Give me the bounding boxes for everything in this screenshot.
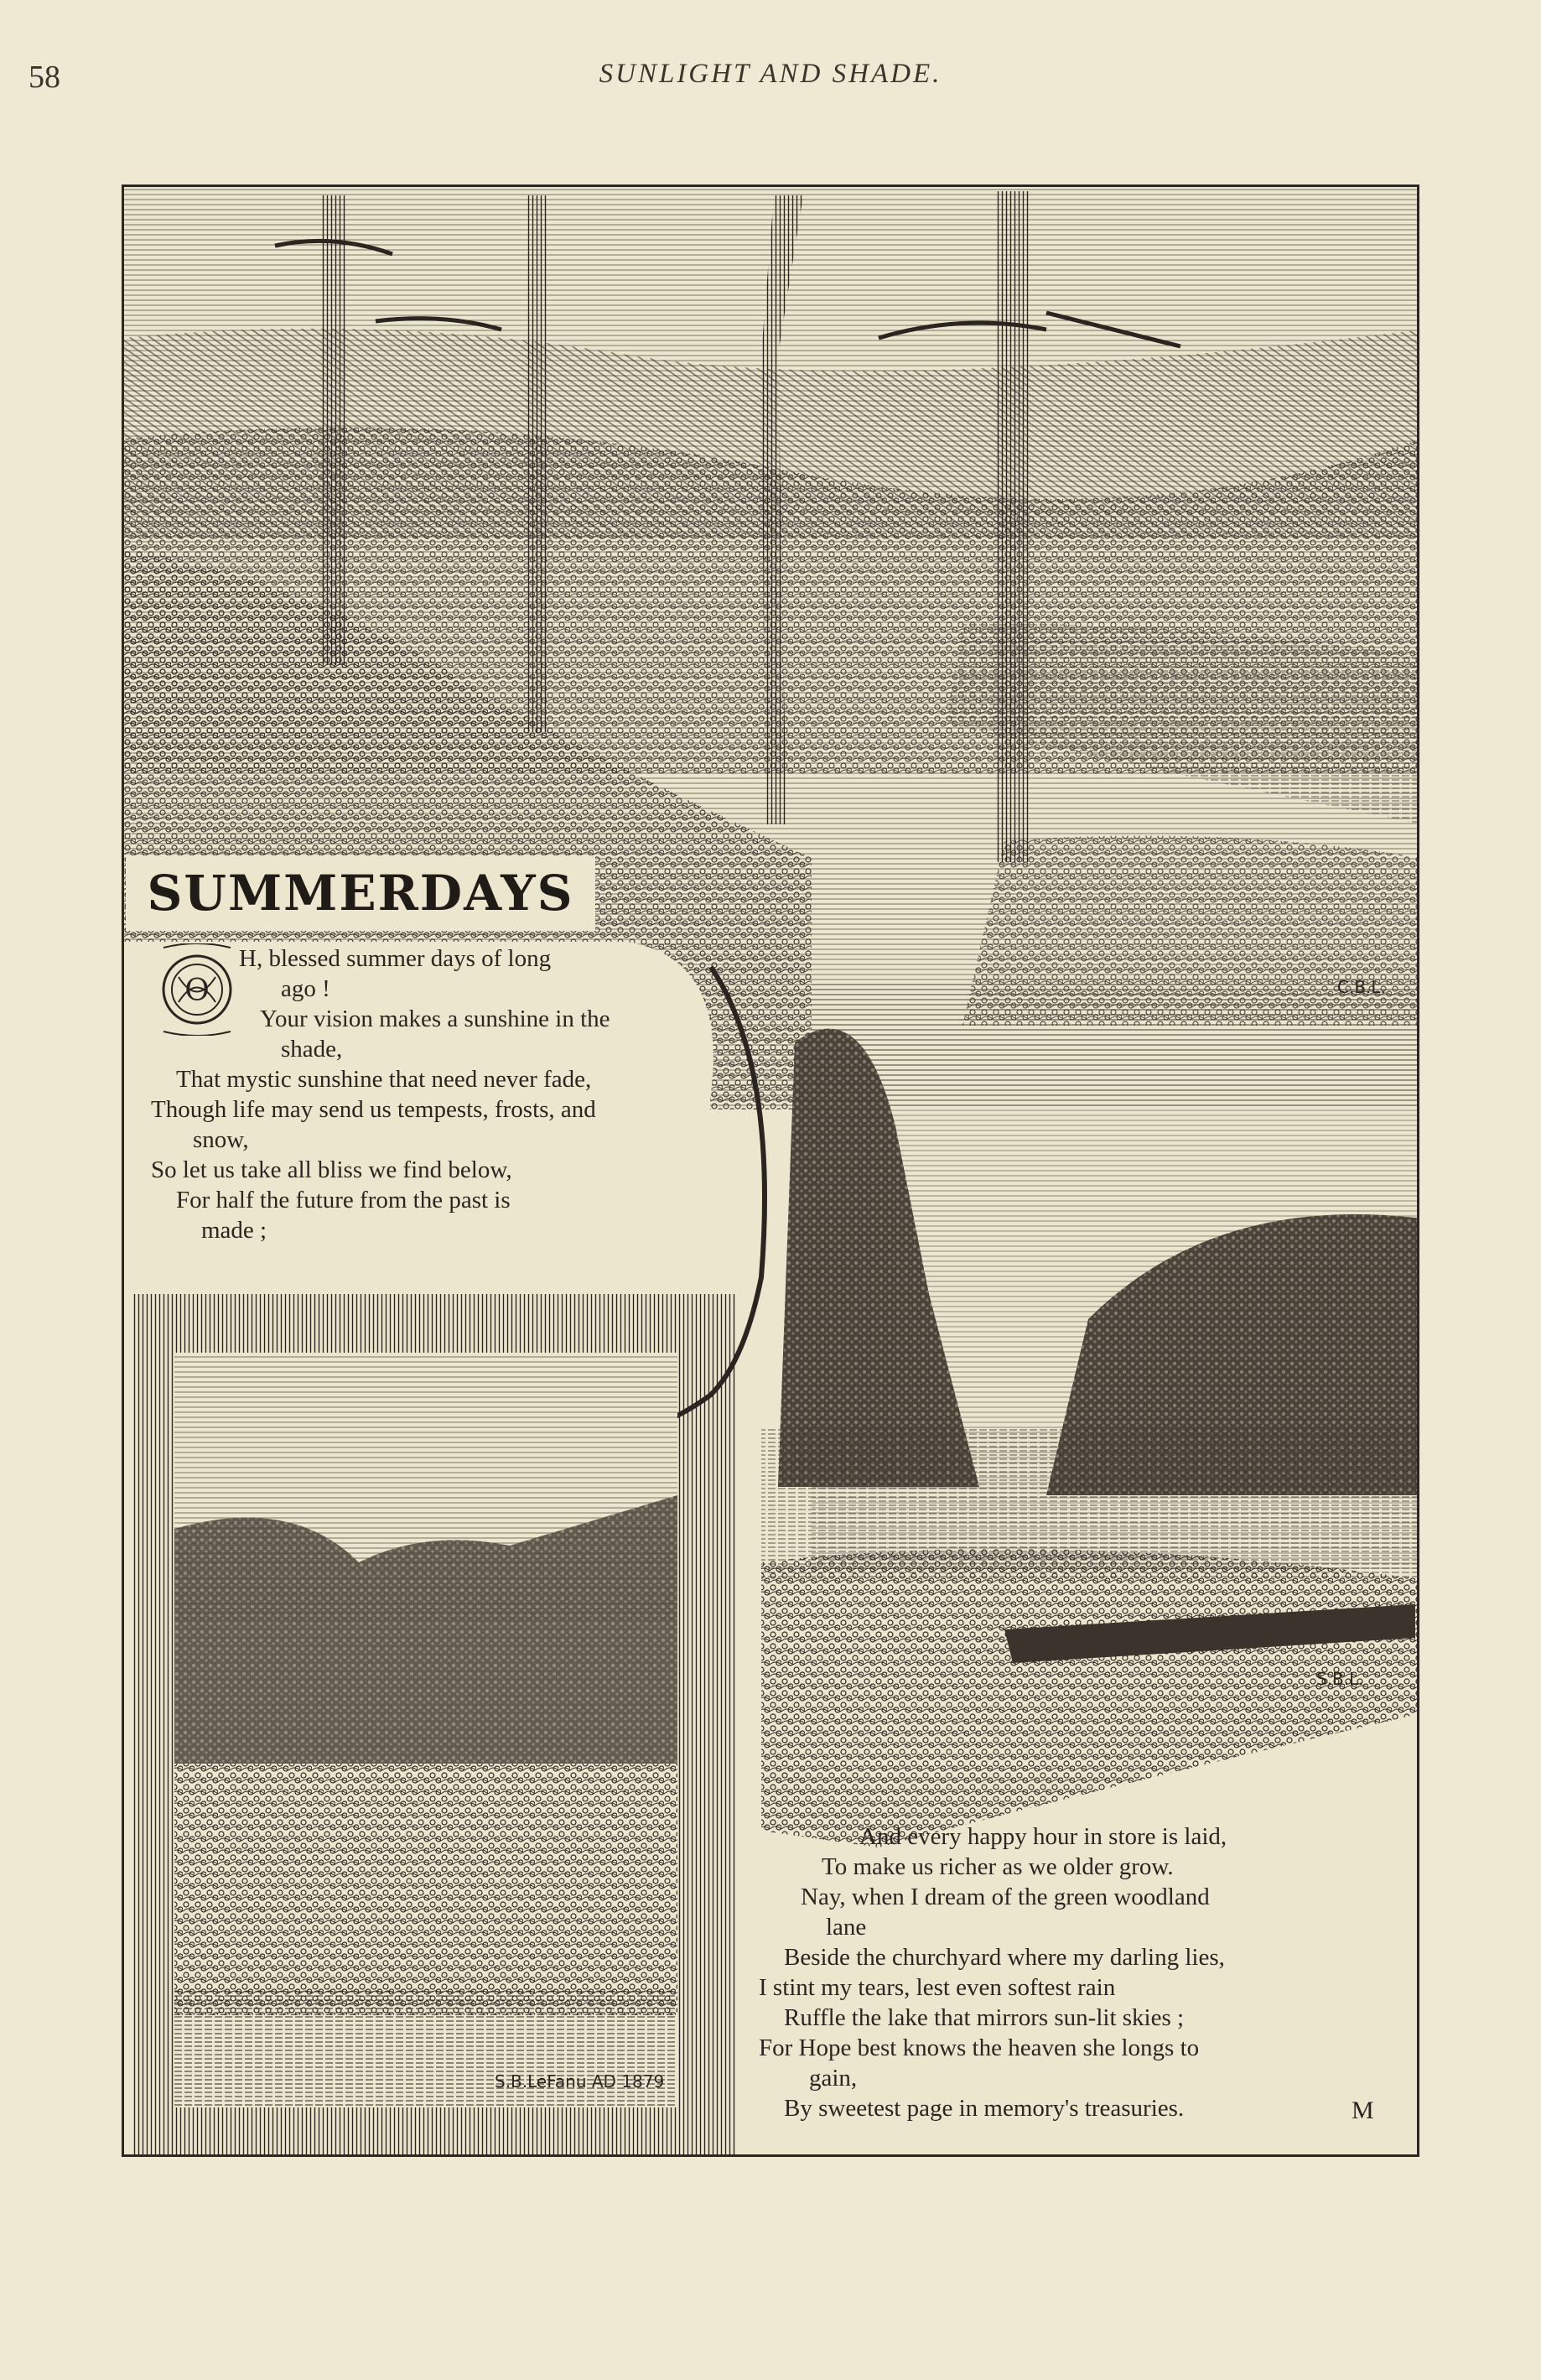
drop-cap-letter: O — [184, 974, 210, 1008]
poem-line: gain, — [809, 2065, 858, 2092]
poem-line: For half the future from the past is — [176, 1187, 511, 1213]
poem-line: Nay, when I dream of the green woodland — [801, 1884, 1210, 1910]
poem-line: snow, — [193, 1126, 249, 1153]
poem-line: made ; — [201, 1217, 267, 1244]
poem-line: And every happy hour in store is laid, — [859, 1823, 1227, 1850]
poem-line: Ruffle the lake that mirrors sun-lit skies ; — [784, 2004, 1185, 2031]
poem-title-block — [126, 855, 595, 931]
stanza-1 — [143, 943, 713, 1245]
poem-line: H, blessed summer days of long — [239, 945, 552, 972]
poem-line: shade, — [281, 1036, 343, 1063]
running-head: SUNLIGHT AND SHADE. — [599, 59, 942, 89]
poem-line: That mystic sunshine that need never fade, — [176, 1066, 592, 1093]
stanza-2 — [750, 1821, 1421, 2123]
poem-line: Though life may send us tempests, frosts, and — [151, 1096, 596, 1123]
poem-line: ago ! — [281, 975, 330, 1002]
poem-title: SUMMERDAYS — [147, 865, 574, 922]
poem-line: By sweetest page in memory's treasuries. — [784, 2095, 1185, 2122]
engraver-mark-middle: S.B.L. — [1316, 1669, 1364, 1689]
author-signature: M — [1352, 2097, 1374, 2124]
poem-line: Your vision makes a sunshine in the — [260, 1006, 610, 1032]
engraver-mark-top: C.B.L. — [1337, 977, 1386, 997]
page-number: 58 — [29, 60, 60, 95]
poem-line: So let us take all bliss we find below, — [151, 1156, 512, 1183]
poem-line: To make us richer as we older grow. — [822, 1853, 1174, 1880]
poem-line: lane — [826, 1914, 867, 1941]
engraver-mark-bottom: S.B.LeFanu AD 1879 — [495, 2071, 665, 2092]
poem-line: For Hope best knows the heaven she longs to — [759, 2034, 1200, 2061]
poem-line: I stint my tears, lest even softest rain — [759, 1974, 1116, 2001]
poem-line: Beside the churchyard where my darling lies, — [784, 1944, 1225, 1971]
